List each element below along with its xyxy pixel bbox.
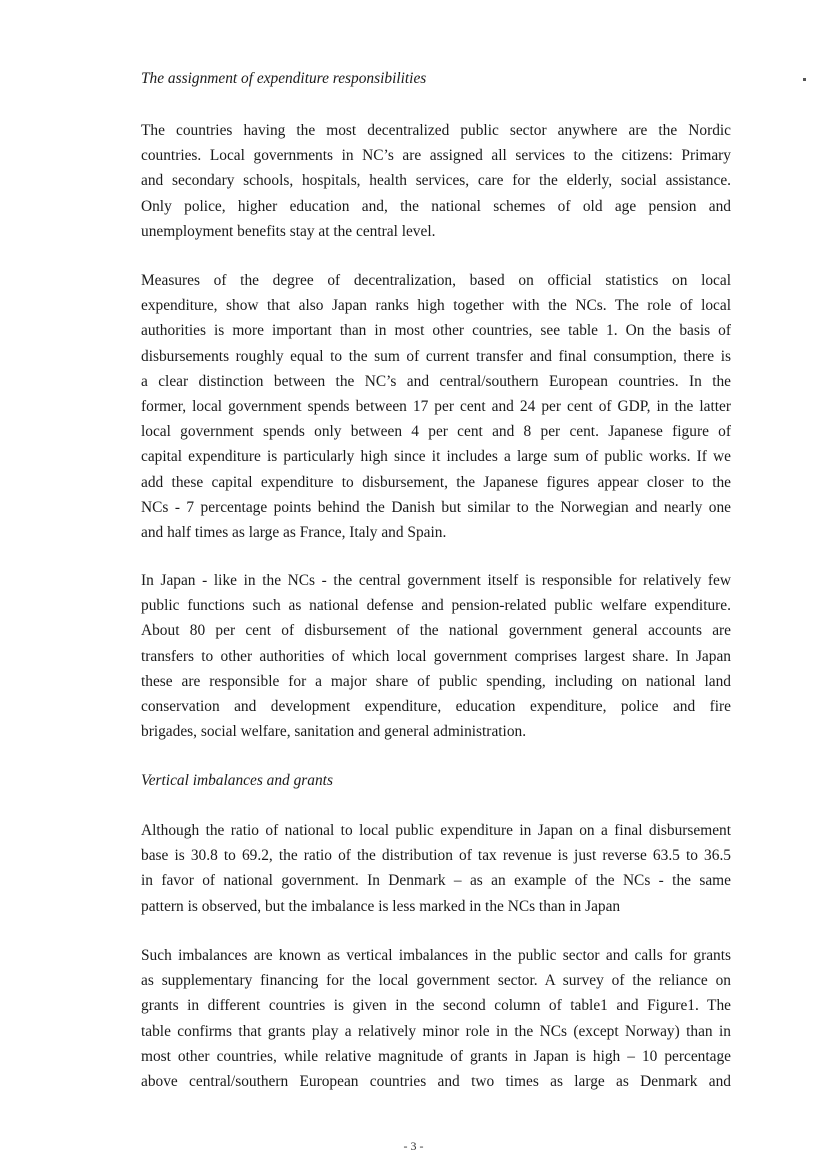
text-line: Such imbalances are known as vertical imbalances in the public sector and calls for grants (141, 947, 731, 964)
text-line: The countries having the most decentralized public sector anywhere are the Nordic (141, 122, 731, 139)
text-line: disbursements roughly equal to the sum of current transfer and final consumption, there is (141, 347, 731, 365)
text-line: capital expenditure is particularly high since it includes a large sum of public works. If we (141, 448, 731, 466)
text-line: former, local government spends between 17 per cent and 24 per cent of GDP, in the latter (141, 398, 731, 416)
page-number: - 3 - (403, 1139, 424, 1153)
text-line: expenditure, show that also Japan ranks high together with the NCs. The role of local (141, 297, 731, 315)
text-line: Only police, higher education and, the national schemes of old age pension and (141, 197, 731, 215)
text-line: Although the ratio of national to local public expenditure in Japan on a final disbursement (141, 822, 731, 839)
text-line: authorities is more important than in most other countries, see table 1. On the basis of (141, 322, 731, 340)
section-heading-vertical-imbalances: Vertical imbalances and grants (141, 772, 333, 789)
text-line: and secondary schools, hospitals, health services, care for the elderly, social assistance. (141, 172, 731, 190)
section-heading-expenditure-responsibilities: The assignment of expenditure responsibilities (141, 70, 427, 87)
paragraph-4 (141, 818, 731, 919)
paragraph-1 (141, 118, 731, 244)
text-line: as supplementary financing for the local government sector. A survey of the reliance on (141, 972, 731, 990)
paragraph-5 (141, 943, 731, 1094)
text-line: a clear distinction between the NC’s and central/southern European countries. In the (141, 372, 731, 390)
text-line: most other countries, while relative magnitude of grants in Japan is high – 10 percentage (141, 1047, 731, 1065)
text-line: above central/southern European countries and two times as large as Denmark and (141, 1073, 731, 1091)
text-line: pattern is observed, but the imbalance is less marked in the NCs than in Japan (141, 897, 621, 915)
text-line: NCs - 7 percentage points behind the Danish but similar to the Norwegian and nearly one (141, 498, 731, 516)
text-line: and half times as large as France, Italy and Spain. (141, 524, 447, 542)
scan-mark (803, 78, 806, 81)
paragraph-2 (141, 268, 731, 545)
paragraph-3 (141, 568, 731, 744)
text-line: unemployment benefits stay at the central level. (141, 222, 436, 240)
text-line: In Japan - like in the NCs - the central government itself is responsible for relatively few (141, 572, 731, 589)
text-line: countries. Local governments in NC’s are assigned all services to the citizens: Primary (141, 147, 731, 165)
text-line: grants in different countries is given in the second column of table1 and Figure1. The (141, 997, 731, 1015)
text-line: conservation and development expenditure, education expenditure, police and fire (141, 698, 731, 716)
text-line: add these capital expenditure to disbursement, the Japanese figures appear closer to the (141, 473, 731, 491)
text-line: local government spends only between 4 per cent and 8 per cent. Japanese figure of (141, 423, 731, 441)
text-line: table confirms that grants play a relatively minor role in the NCs (except Norway) than in (141, 1022, 731, 1040)
text-line: Measures of the degree of decentralization, based on official statistics on local (141, 272, 731, 289)
text-line: public functions such as national defense and pension-related public welfare expenditure. (141, 597, 731, 615)
text-line: About 80 per cent of disbursement of the national government general accounts are (141, 622, 731, 640)
text-line: these are responsible for a major share of public spending, including on national land (141, 672, 731, 690)
text-line: base is 30.8 to 69.2, the ratio of the distribution of tax revenue is just reverse 63.5 to 36.5 (141, 847, 731, 865)
text-line: brigades, social welfare, sanitation and general administration. (141, 723, 527, 741)
text-line: in favor of national government. In Denmark – as an example of the NCs - the same (141, 872, 731, 890)
text-line: transfers to other authorities of which local government comprises largest share. In Japan (141, 647, 731, 665)
